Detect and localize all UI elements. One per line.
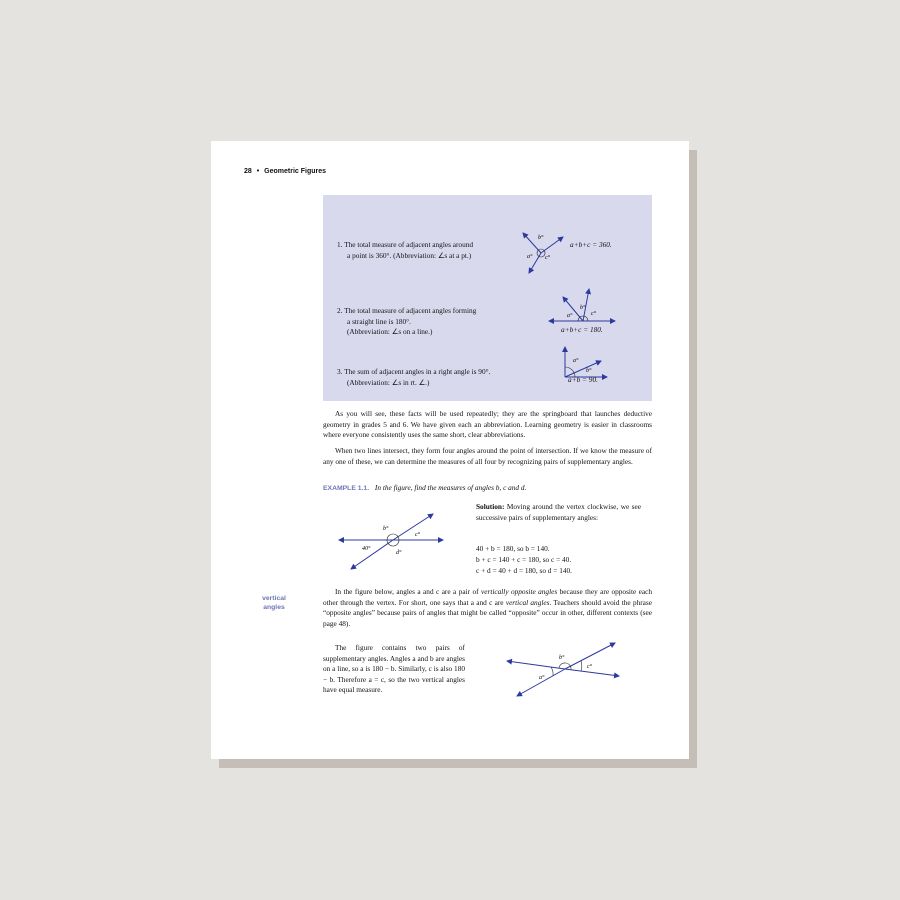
example-intersecting-lines-figure [333,506,448,576]
line [507,661,565,669]
header-bullet: • [256,168,260,175]
line [565,669,619,676]
label-a: a° [567,313,573,319]
label-b: b° [538,235,544,241]
label-c: c° [587,664,593,670]
page-number: 28 [244,168,252,175]
paragraph-vertical-angles: In the figure below, angles a and c are a pair of vertically opposite angles because they are opposite each other through the vertex. For short, one says that a and c are vertical angles. Teachers should avoid the phrase “opposite angles” because pairs of angles that might be called “opposite” occur in other, different contexts (see page 48). [323,587,653,628]
example-label: EXAMPLE 1.1. [323,485,370,492]
fact-2-equation: a+b+c = 180. [561,325,603,334]
label-b: b° [586,368,592,374]
solution-equations [476,543,572,576]
label-c: c° [415,532,421,538]
example-heading [323,483,526,492]
facts-box [323,195,652,401]
angles-around-point-figure [515,225,567,275]
angle-arc [551,667,553,676]
line [517,669,565,696]
margin-note-vertical-angles: vertical angles [262,595,286,611]
label-b: b° [383,526,389,532]
paragraph-intersect: When two lines intersect, they form four angles around the point of intersection. If we know the measure of any one of these, we can determine the measures of all four by recognizing pairs of supplementary angles. [323,446,652,466]
label-c: c° [545,255,551,261]
example-question: In the figure, find the measures of angles b, c and d. [374,483,527,492]
label-a: a° [527,254,533,260]
line [351,540,393,569]
label-b: b° [559,655,565,661]
line [393,514,433,540]
fact-3-equation: a+b = 90. [568,375,598,384]
label-c: c° [591,311,597,317]
paragraph-supplementary: The figure contains two pairs of supplementary angles. Angles a and b are angles on a line, so a is 180 − b. Similarly, c is also 180 − b. Therefore a = c, so the two vertical angles have equal measure. [323,643,465,695]
page-header [244,168,326,175]
equation-line: c + d = 40 + d = 180, so d = 140. [476,566,572,575]
label-d: d° [396,550,402,556]
chapter-title: Geometric Figures [264,168,327,175]
solution-text: Solution: Moving around the vertex clockwise, we see successive pairs of supplementary angles: [476,502,641,522]
label-40: 40° [362,546,371,552]
vertical-angles-figure [503,639,623,699]
label-a: a° [539,675,545,681]
fact-3: 3. The sum of adjacent angles in a right angle is 90°. (Abbreviation: ∠s in rt. ∠.) [337,367,491,387]
fact-1-equation: a+b+c = 360. [570,240,612,249]
book-page [211,141,689,759]
fact-2: 2. The total measure of adjacent angles forming a straight line is 180°. (Abbreviation: ∠s on a line.) [337,306,477,336]
label-a: a° [573,358,579,364]
label-b: b° [580,305,586,311]
equation-line: b + c = 140 + c = 180, so c = 40. [476,555,572,564]
angle-arc [581,661,582,671]
equation-line: 40 + b = 180, so b = 140. [476,544,550,553]
fact-1: 1. The total measure of adjacent angles around a point is 360°. (Abbreviation: ∠s at a pt.) [337,240,474,260]
paragraph-springboard: As you will see, these facts will be used repeatedly; they are the springboard that launches deductive geometry in grades 5 and 6. We have given each an abbreviation. Learning geometry is easier in classrooms where everyone consistently uses the same short, clear abbreviations. [323,409,652,440]
